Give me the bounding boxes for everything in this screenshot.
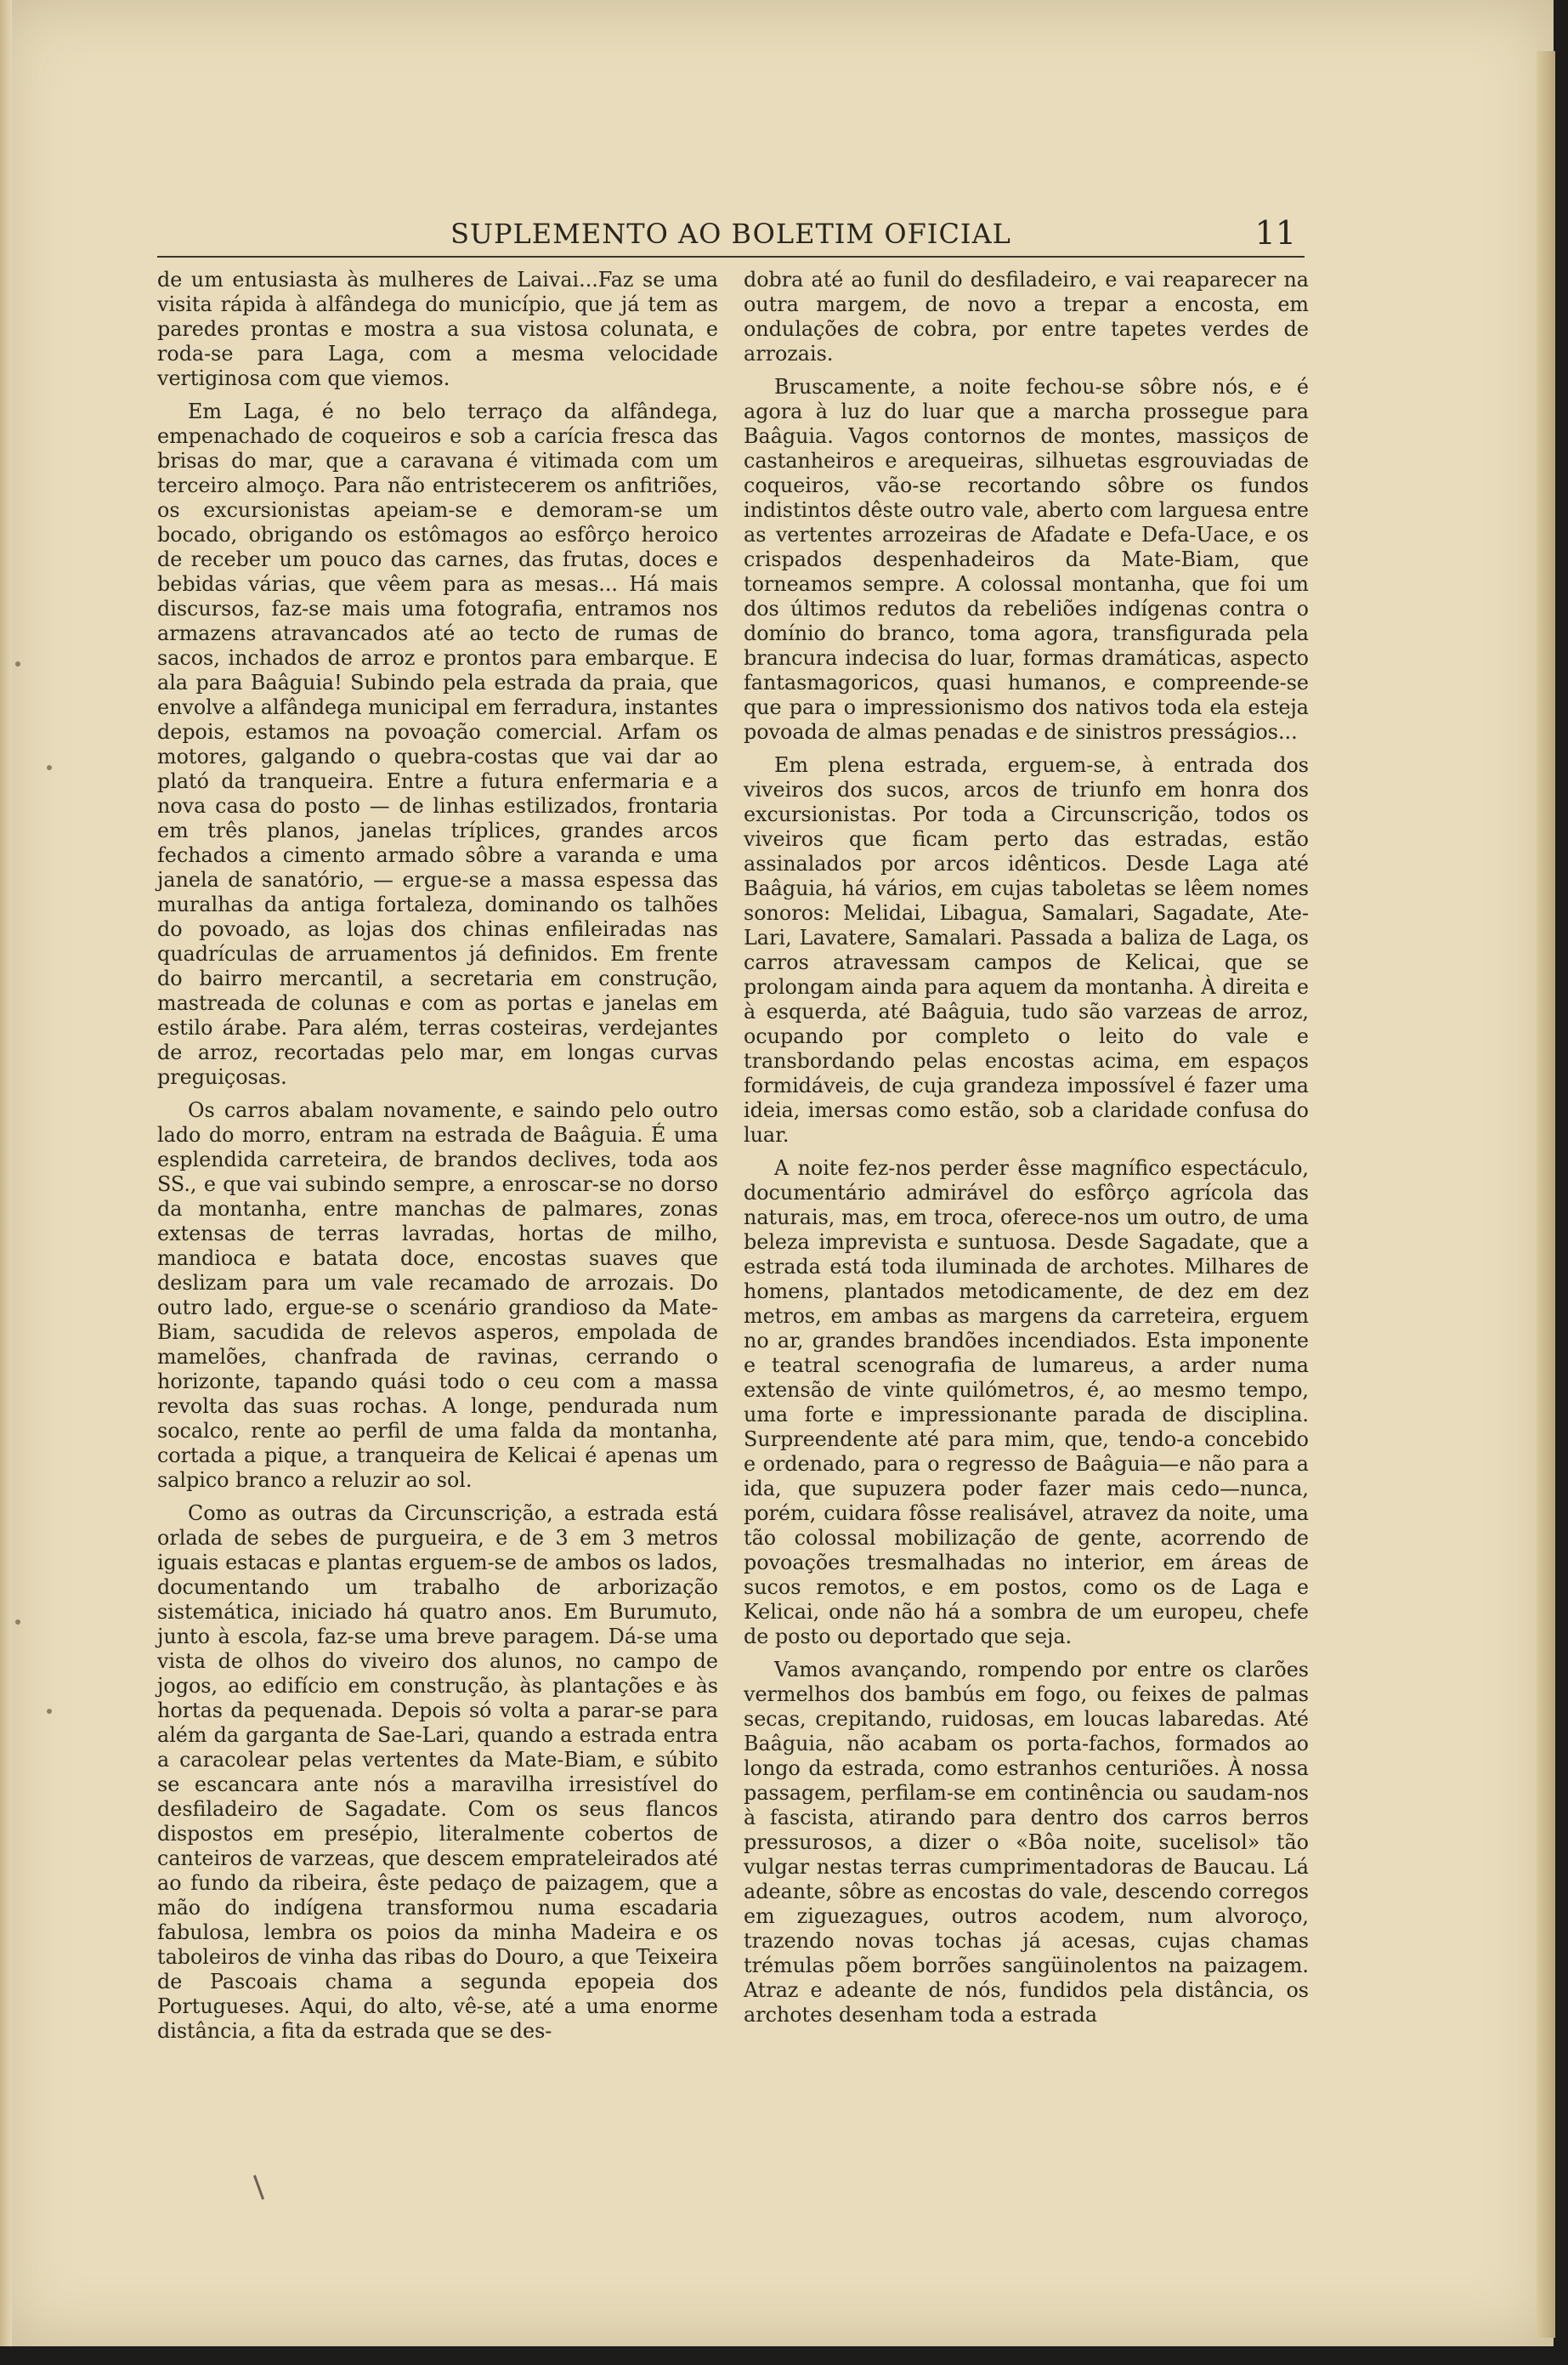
binding-hole xyxy=(47,1709,52,1714)
header-rule xyxy=(157,256,1305,258)
page-header xyxy=(157,213,1305,253)
paragraph: Em Laga, é no belo terraço da alfândega, empenachado de coqueiros e sob a carícia fresca das brisas do mar, que a caravana é vitimada com um terceiro almoço. Para não entristecerem os anfitriões, os excursionistas apeiam-se e demoram-se um bocado, obrigando os estômagos ao esfôrço heroico de receber um pouco das carnes, das frutas, doces e bebidas várias, que vêem para as mesas... Há mais discursos, faz-se mais uma fotografia, entramos nos armazens atravancados até ao tecto de rumas de sacos, inchados de arroz e prontos para embarque. E ala para Baâguia! Subindo pela estrada da praia, que envolve a alfândega municipal em ferradura, instantes depois, estamos na povoação comercial. Arfam os motores, galgando o quebra-costas que vai dar ao plató da tranqueira. Entre a futura enfermaria e a nova casa do posto — de linhas estilizados, frontaria em três planos, janelas tríplices, grandes arcos fechados a cimento armado sôbre a varanda e uma janela de sanatório, — ergue-se a massa espessa das muralhas da antiga fortaleza, dominando os talhões do povoado, as lojas dos chinas enfileiradas nas quadrículas de arruamentos já definidos. Em frente do bairro mercantil, a secretaria em construção, mastreada de colunas e com as portas e janelas em estilo árabe. Para além, terras costeiras, verdejantes de arroz, recortadas pelo mar, em longas curvas preguiçosas. xyxy=(157,400,718,1089)
paragraph: Em plena estrada, erguem-se, à entrada dos viveiros dos sucos, arcos de triunfo em honra dos excursionistas. Por toda a Circunscrição, todos os viveiros que ficam perto das estradas, estão assinalados por arcos idênticos. Desde Laga até Baâguia, há vários, em cujas taboletas se lêem nomes sonoros: Melidai, Libagua, Samalari, Sagadate, Ate-Lari, Lavatere, Samalari. Passada a baliza de Laga, os carros atravessam campos de Kelicai, que se prolongam ainda para aquem da montanha. À direita e à esquerda, até Baâguia, tudo são varzeas de arroz, ocupando por completo o leito do vale e transbordando pelas encostas acima, em espaços formidáveis, de cuja grandeza impossível é fazer uma ideia, imersas como estão, sob a claridade confusa do luar. xyxy=(744,753,1309,1147)
paragraph: Bruscamente, a noite fechou-se sôbre nós, e é agora à luz do luar que a marcha prossegue para Baâguia. Vagos contornos de montes, massiços de castanheiros e arequeiras, silhuetas esgrouviadas de coqueiros, vão-se recortando sôbre os fundos indistintos dêste outro vale, aberto com larguesa entre as vertentes arrozeiras de Afadate e Defa-Uace, e os crispados despenhadeiros da Mate-Biam, que torneamos sempre. A colossal montanha, que foi um dos últimos redutos da rebeliões indígenas contra o domínio do branco, toma agora, transfigurada pela brancura indecisa do luar, formas dramáticas, aspecto fantasmagoricos, quasi humanos, e compreende-se que para o impressionismo dos nativos toda ela esteja povoada de almas penadas e de sinistros presságios... xyxy=(744,375,1309,744)
paragraph: Como as outras da Circunscrição, a estrada está orlada de sebes de purgueira, e de 3 em 3 metros iguais estacas e plantas erguem-se de ambos os lados, documentando um trabalho de arborização sistemática, iniciado há quatro anos. Em Burumuto, junto à escola, faz-se uma breve paragem. Dá-se uma vista de olhos do viveiro dos alunos, no campo de jogos, ao edifício em construção, às plantações e às hortas da pequenada. Depois só volta a parar-se para além da garganta de Sae-Lari, quando a estrada entra a caracolear pelas vertentes da Mate-Biam, e súbito se escancara ante nós a maravilha irresistível do desfiladeiro de Sagadate. Com os seus flancos dispostos em presépio, literalmente cobertos de canteiros de varzeas, que descem emprateleirados até ao fundo da ribeira, êste pedaço de paizagem, que a mão do indígena transformou numa escadaria fabulosa, lembra os poios da minha Madeira e os taboleiros de vinha das ribas do Douro, a que Teixeira de Pascoais chama a segunda epopeia dos Portugueses. Aqui, do alto, vê-se, até a uma enorme distância, a fita da estrada que se des- xyxy=(157,1501,718,2043)
running-title: SUPLEMENTO AO BOLETIM OFICIAL xyxy=(450,218,1011,250)
paragraph: Vamos avançando, rompendo por entre os clarões vermelhos dos bambús em fogo, ou feixes de palmas secas, crepitando, ruidosas, em loucas labaredas. Até Baâguia, não acabam os porta-fachos, formados ao longo da estrada, como estranhos centuriões. À nossa passagem, perfilam-se em continência ou saudam-nos à fascista, atirando para dentro dos carros berros pressurosos, a dizer o «Bôa noite, sucelisol» tão vulgar nestas terras cumprimentadoras de Baucau. Lá adeante, sôbre as encostas do vale, descendo corregos em ziguezagues, outros acodem, num alvoroço, trazendo novas tochas já acesas, cujas chamas trémulas põem borrões sangüinolentos na paizagem. Atraz e adeante de nós, fundidos pela distância, os archotes desenham toda a estrada xyxy=(744,1658,1309,2027)
right-column xyxy=(744,268,1309,2036)
left-column xyxy=(157,268,718,2052)
paragraph: de um entusiasta às mulheres de Laivai...Faz se uma visita rápida à alfândega do município, que já tem as paredes prontas e mostra a sua vistosa colunata, e roda-se para Laga, com a mesma velocidade vertiginosa com que viemos. xyxy=(157,268,718,390)
paragraph: A noite fez-nos perder êsse magnífico espectáculo, documentário admirável do esfôrço agrícola das naturais, mas, em troca, oferece-nos um outro, de uma beleza imprevista e suntuosa. Desde Sagadate, que a estrada está toda iluminada de archotes. Milhares de homens, plantados metodicamente, de dez em dez metros, em ambas as margens da carreteira, erguem no ar, grandes brandões incendiados. Esta imponente e teatral scenografia de lumareus, a arder numa extensão de vinte quilómetros, é, ao mesmo tempo, uma forte e impressionante parada de disciplina. Surpreendente até para mim, que, tendo-a concebido e ordenado, para o regresso de Baâguia—e não para a ida, que supuzera poder fazer mais cedo—nunca, porém, cuidara fôsse realisável, atravez da noite, uma tão colossal mobilização de gente, acorrendo de povoações tresmalhadas no interior, em áreas de sucos remotos, e em postos, como os de Laga e Kelicai, onde não há a sombra de um europeu, chefe de posto ou deportado que seja. xyxy=(744,1156,1309,1648)
binding-hole xyxy=(47,765,52,770)
page-number: 11 xyxy=(1254,214,1296,252)
paragraph: dobra até ao funil do desfiladeiro, e vai reaparecer na outra margem, de novo a trepar a encosta, em ondulações de cobra, por entre tapetes verdes de arrozais. xyxy=(744,268,1309,366)
binding-hole xyxy=(15,661,20,666)
page-edge xyxy=(1537,51,1555,2338)
binding-edge xyxy=(0,0,12,2346)
paragraph: Os carros abalam novamente, e saindo pelo outro lado do morro, entram na estrada de Baâguia. É uma esplendida carreteira, de brandos declives, toda aos SS., e que vai subindo sempre, a enroscar-se no dorso da montanha, entre manchas de palmares, zonas extensas de terras lavradas, hortas de milho, mandioca e batata doce, encostas suaves que deslizam para um vale recamado de arrozais. Do outro lado, ergue-se o scenário grandioso da Mate-Biam, sacudida de relevos asperos, empolada de mamelões, chanfrada de ravinas, cerrando o horizonte, tapando quási todo o ceu com a massa revolta das suas rochas. A longe, pendurada num socalco, rente ao perfil de uma falda da montanha, cortada a pique, a tranqueira de Kelicai é apenas um salpico branco a reluzir ao sol. xyxy=(157,1098,718,1492)
pencil-mark xyxy=(253,2175,264,2199)
binding-hole xyxy=(15,1619,20,1625)
